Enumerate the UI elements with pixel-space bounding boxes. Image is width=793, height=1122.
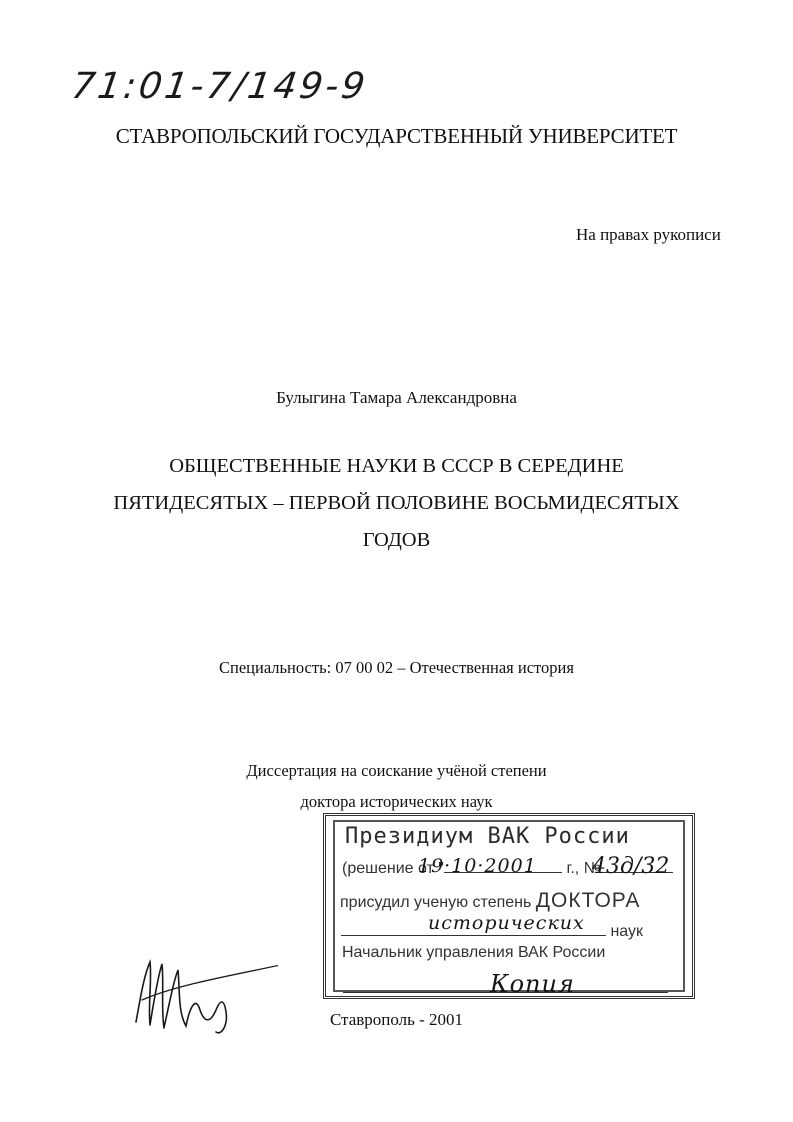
university-name: СТАВРОПОЛЬСКИЙ ГОСУДАРСТВЕННЫЙ УНИВЕРСИТЕТ bbox=[115, 124, 678, 148]
decision-year-suffix: г., № bbox=[566, 860, 601, 877]
specialty-line: Специальность: 07 00 02 – Отечественная история bbox=[219, 658, 574, 677]
degree-word: ДОКТОРА bbox=[535, 889, 641, 912]
field-handwritten: исторических bbox=[428, 912, 585, 934]
vak-head-line: Начальник управления ВАК России bbox=[342, 944, 606, 961]
decision-number-handwritten: 43д/32 bbox=[592, 854, 670, 879]
degree-statement-line-2: доктора исторических наук bbox=[300, 792, 493, 811]
head-signature-handwritten: Копия bbox=[490, 970, 575, 998]
manuscript-rights-note: На правах рукописи bbox=[576, 225, 721, 244]
degree-statement bbox=[0, 755, 793, 817]
title-line-2: ПЯТИДЕСЯТЫХ – ПЕРВОЙ ПОЛОВИНЕ ВОСЬМИДЕСЯТЫХ bbox=[113, 492, 680, 514]
sciences-suffix: наук bbox=[610, 923, 644, 940]
vak-stamp-title: Президиум ВАК России bbox=[345, 824, 630, 849]
title-line-1: ОБЩЕСТВЕННЫЕ НАУКИ В СССР В СЕРЕДИНЕ bbox=[169, 455, 624, 477]
awarded-text: присудил ученую степень bbox=[340, 894, 532, 911]
author-name: Булыгина Тамара Александровна bbox=[276, 388, 517, 407]
city-year: Ставрополь - 2001 bbox=[329, 1010, 464, 1029]
decision-prefix: (решение от " bbox=[342, 860, 444, 877]
degree-statement-line-1: Диссертация на соискание учёной степени bbox=[246, 761, 547, 780]
archive-shelf-mark: 71:01-7/149-9 bbox=[69, 66, 371, 107]
title-line-3: ГОДОВ bbox=[362, 529, 431, 551]
decision-date-handwritten: 19·10·2001 bbox=[418, 855, 537, 877]
dissertation-title bbox=[100, 448, 693, 559]
vak-award-line bbox=[340, 889, 640, 913]
stamp-signature-line bbox=[343, 992, 668, 993]
